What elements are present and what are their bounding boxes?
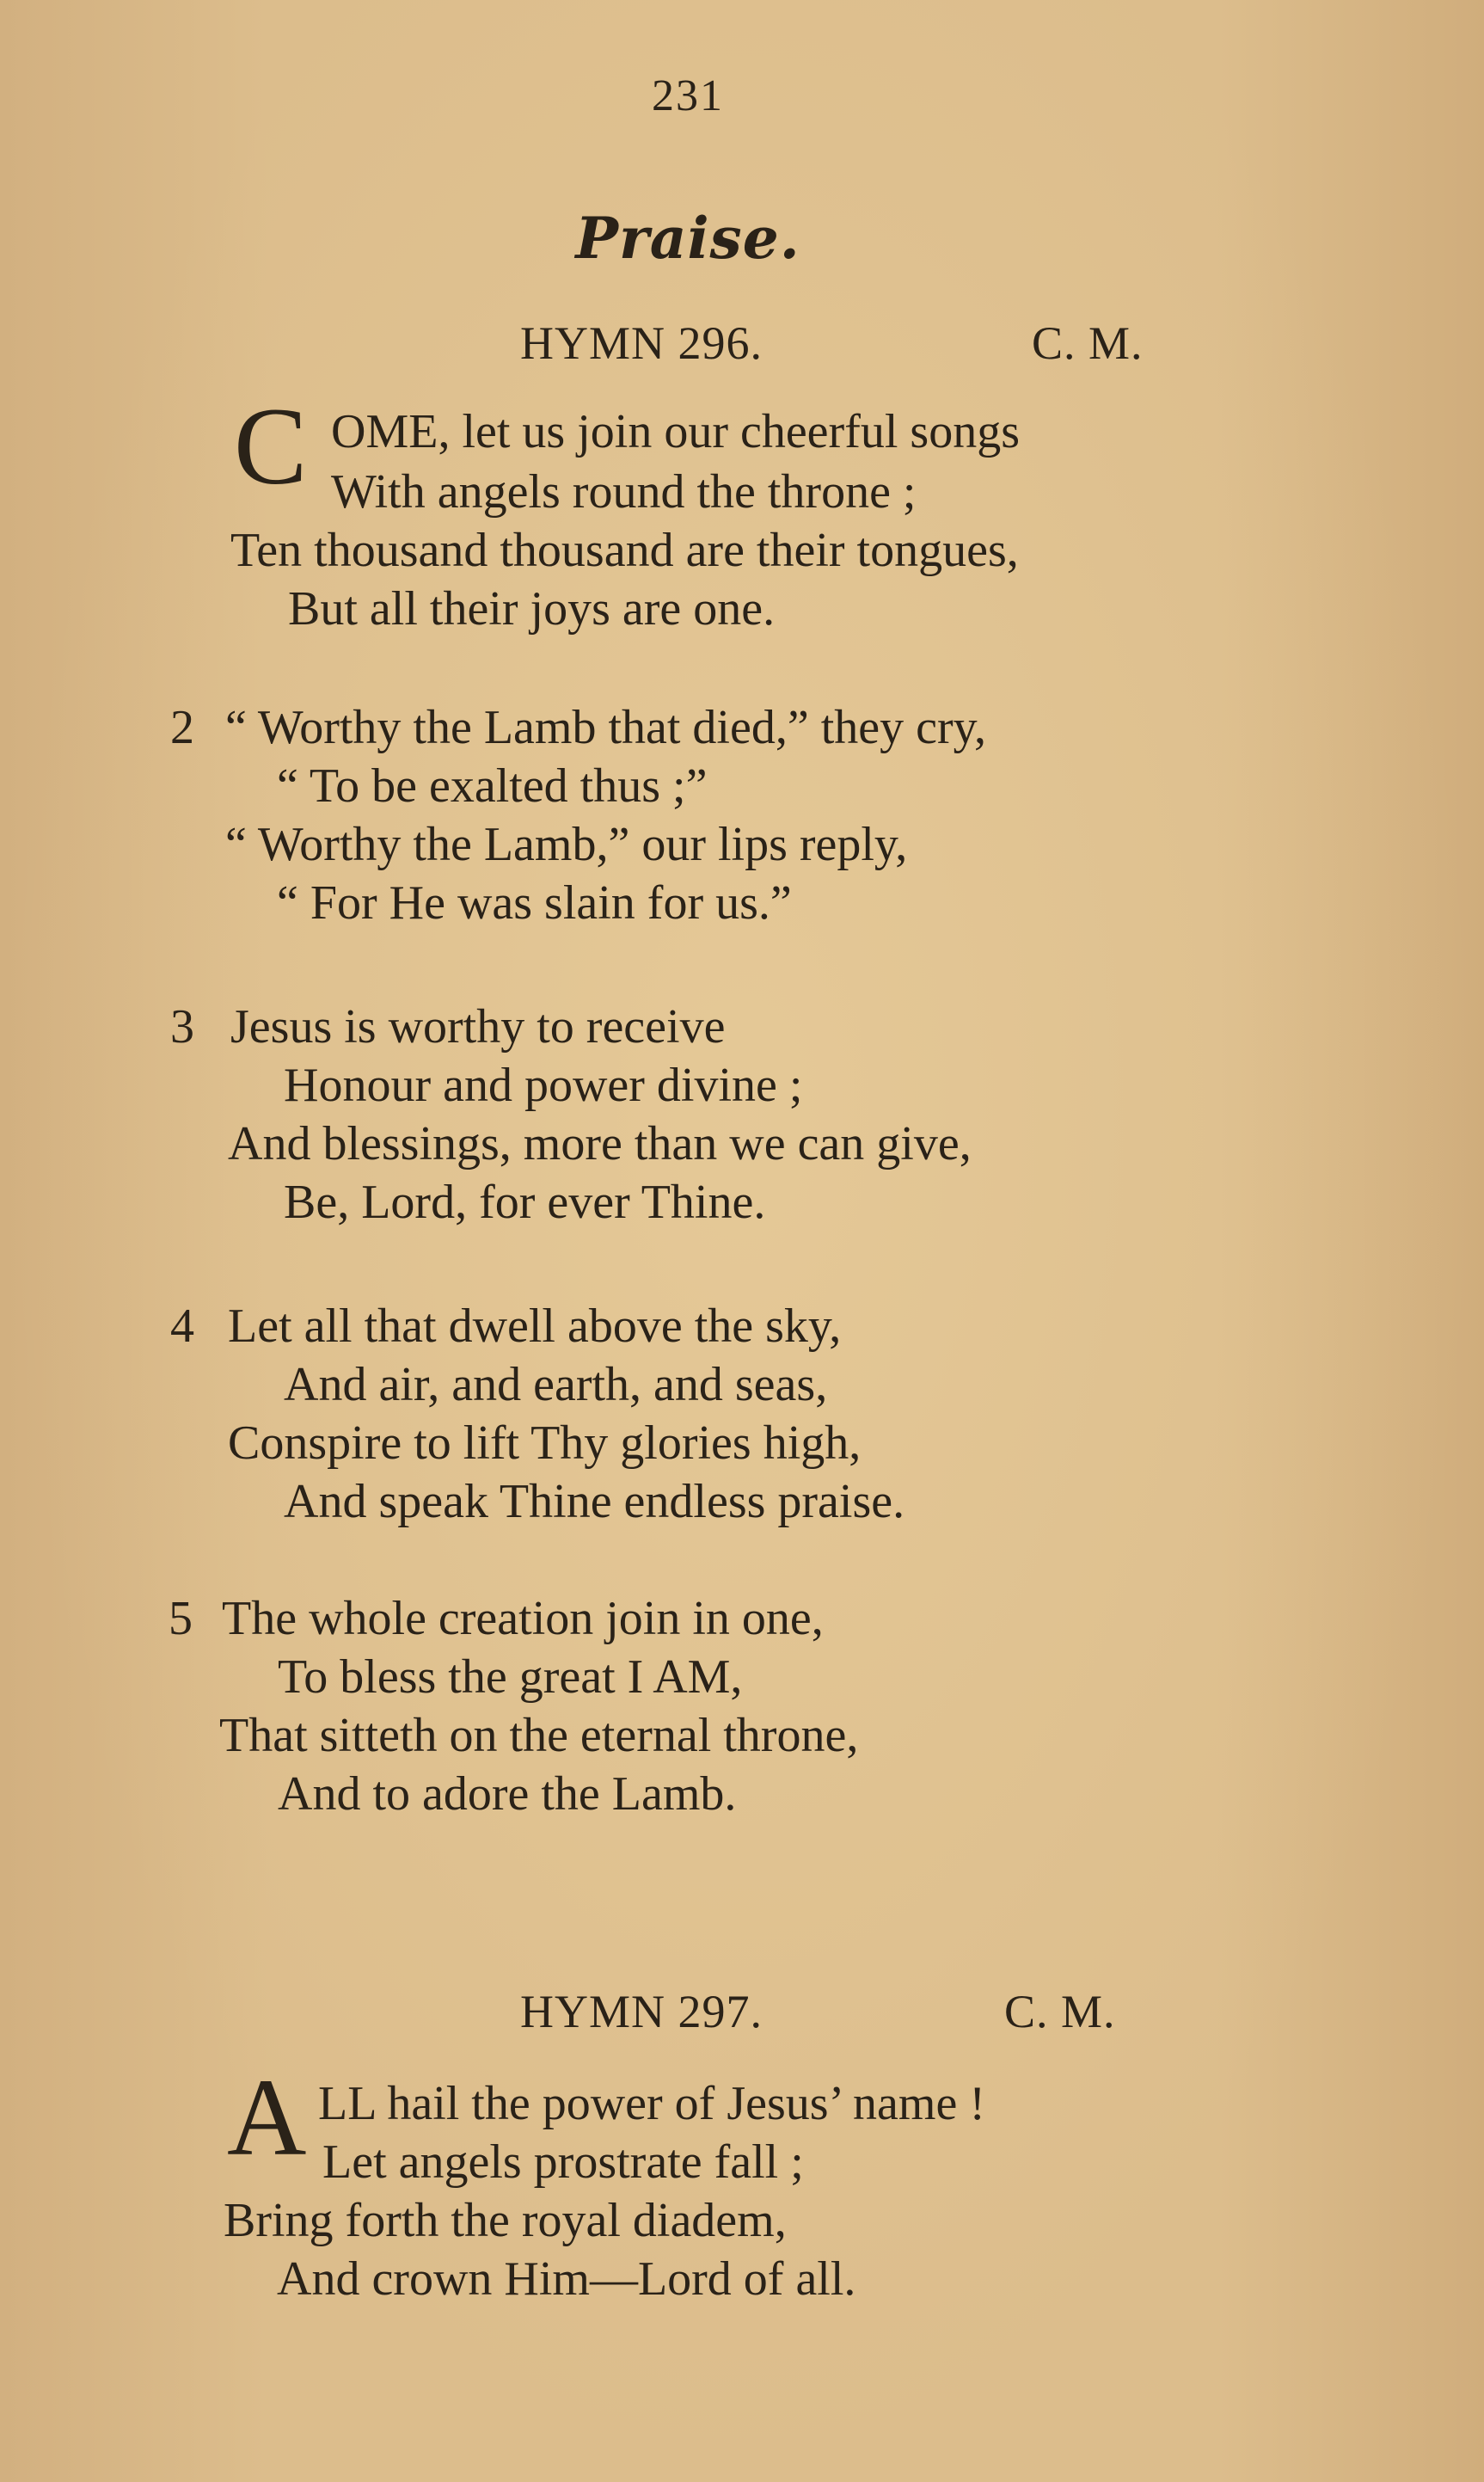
page-number: 231 xyxy=(652,71,724,120)
hymn-296-verse-3-line-1: Jesus is worthy to receive xyxy=(230,1000,726,1054)
hymn-297-verse-1-line-4: And crown Him—Lord of all. xyxy=(277,2252,856,2306)
hymn-296-verse-3-line-3: And blessings, more than we can give, xyxy=(228,1117,972,1170)
hymn-296-verse-5-line-2: To bless the great I AM, xyxy=(278,1650,743,1704)
hymn-296-verse-4-line-4: And speak Thine endless praise. xyxy=(284,1475,905,1528)
hymn-297-number: HYMN 297. xyxy=(520,1986,763,2037)
hymn-297-drop-cap: A xyxy=(227,2056,307,2178)
hymn-296-meter: C. M. xyxy=(1032,317,1144,369)
hymn-296-verse-5-line-4: And to adore the Lamb. xyxy=(278,1767,737,1821)
hymn-296-number: HYMN 296. xyxy=(520,317,763,369)
hymn-297-verse-1-line-2: Let angels prostrate fall ; xyxy=(322,2135,804,2189)
hymn-296-verse-2-line-4: “ For He was slain for us.” xyxy=(277,876,792,930)
hymn-296-verse-4-line-1: Let all that dwell above the sky, xyxy=(228,1299,842,1353)
hymn-297-verse-1-line-1: LL hail the power of Jesus’ name ! xyxy=(318,2077,985,2130)
hymn-296-verse-2-line-3: “ Worthy the Lamb,” our lips reply, xyxy=(225,818,908,871)
hymn-296-verse-1-line-3: Ten thousand thousand are their tongues, xyxy=(230,524,1019,577)
hymn-296-verse-2-line-2: “ To be exalted thus ;” xyxy=(277,759,708,813)
hymn-296-verse-1-line-2: With angels round the throne ; xyxy=(331,465,917,519)
hymn-296-verse-2-number: 2 xyxy=(170,701,194,754)
hymn-296-verse-1-line-4: But all their joys are one. xyxy=(288,582,776,636)
section-title: Praise. xyxy=(575,205,800,272)
hymn-296-verse-1-line-1: OME, let us join our cheerful songs xyxy=(331,405,1020,458)
hymn-296-verse-5-line-3: That sitteth on the eternal throne, xyxy=(219,1709,859,1762)
hymn-296-verse-5-line-1: The whole creation join in one, xyxy=(222,1592,824,1645)
hymn-297-verse-1-line-3: Bring forth the royal diadem, xyxy=(224,2194,787,2247)
hymn-296-verse-3-line-4: Be, Lord, for ever Thine. xyxy=(284,1176,766,1229)
hymn-296-verse-2-line-1: “ Worthy the Lamb that died,” they cry, xyxy=(225,701,986,754)
hymn-297-meter: C. M. xyxy=(1004,1986,1116,2037)
hymn-296-verse-5-number: 5 xyxy=(169,1592,193,1645)
hymn-296-verse-4-number: 4 xyxy=(170,1299,194,1353)
hymn-296-verse-3-line-2: Honour and power divine ; xyxy=(284,1059,803,1112)
hymn-296-verse-4-line-2: And air, and earth, and seas, xyxy=(284,1358,828,1411)
hymn-296-verse-3-number: 3 xyxy=(170,1000,194,1054)
hymn-296-verse-4-line-3: Conspire to lift Thy glories high, xyxy=(228,1416,862,1470)
hymn-296-drop-cap: C xyxy=(234,385,308,507)
